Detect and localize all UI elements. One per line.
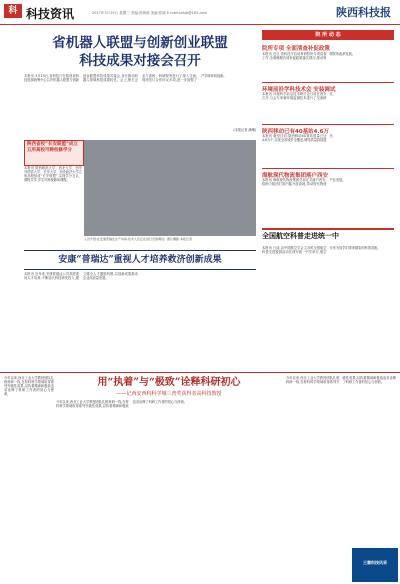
policy-item4-title: 海航现代物流集团落户西安 — [262, 168, 394, 179]
safety-headline: 安康“普瑞达”重视人才培养救济创新成果 — [58, 255, 222, 265]
section-marker-logo: 三秦科技风采 — [352, 548, 398, 582]
safety-headline-box — [24, 250, 256, 270]
feature-body: 今年以来,西北工业大学教授团队扎根科研一线,在材料科学领域取得系列突破性成果,以执着精神和极致追求诠释了科研工作者的初心与使命。 — [56, 400, 187, 408]
feature-right-body: 今年以来,西北工业大学教授团队扎根科研一线,在材料科学领域取得系列突破性成果,以执着精神和极致追求诠释了科研工作者的初心与使命。 — [286, 376, 396, 384]
feature-headline-box — [56, 376, 282, 398]
feature-divider — [0, 372, 400, 373]
robot-title-box — [24, 140, 84, 166]
aviation-body: 本报讯 日前,由中国航空学会主办的全国航空科普走进校园活动在西安统一中学举行,航空专家为同学们带来精彩的科普讲座。 — [262, 246, 381, 254]
lead-headline: 省机器人联盟与创新创业联盟 科技成果对接会召开 — [52, 35, 228, 69]
policy-item2-title: 环境前沿学科技术会 安装调试 — [262, 82, 394, 93]
aviation-title-box — [262, 228, 394, 244]
policy-item4-body: 本报讯 海航现代物流集团总部正式落户西安,将助力陕西打造内陆开放高地,带动现代物流产业发展。 — [262, 178, 346, 186]
policy-item1-title: 院所专项 全面清查补促政策 — [262, 46, 330, 52]
feature-headline: 用“执着”与“极致”诠释科研初心 — [97, 377, 241, 388]
newspaper-logo-icon: 科 — [4, 4, 22, 18]
robot-body: 本报讯 陕西师范大学、西北大学、西安外国语大学、长安大学、西北政法大学五所高校组成“长安联盟”,实现学分互认、课程共享,学生可跨校修读课程。 — [24, 166, 82, 182]
factory-photo — [84, 140, 256, 236]
sidebar-section-header: 院 所 动 态 — [262, 30, 394, 40]
lead-body: 本报讯 3月13日,省科技厅在陕西省科技资源统筹中心召开机器人联盟与创新创业联盟科技成果对接会,旨在推动机器人领域科技成果转化。会上,相关企业与高校、科研院所进行了深入交流,现场签订合作协议多项,进一步加强了产学研协同创新。 — [24, 74, 227, 82]
policy-item2-body: 本报讯 环境科学前沿技术研讨会日前在西安召开,与会专家就环境监测技术进行了交流研讨。 — [262, 92, 336, 100]
policy-item1-body: 本报讯 近日,省科技厅启动科研院所专项清查工作,全面梳理各项补促政策落实情况,推动科研院所改革发展。 — [262, 52, 355, 60]
policy-item3-body: 本报讯 截至目前,陕西移动4G基站数量已达4.6万个,实现全省城乡全覆盖,网络质量持续提升。 — [262, 134, 336, 142]
section-title: 科技资讯 — [26, 7, 75, 21]
lead-author: (本报记者 满琳) — [233, 128, 256, 132]
aviation-title: 全国航空科普走进统一中 — [262, 232, 339, 240]
photo-caption: 人员介绍:在安康普瑞达生产车间,技术人员正在进行设备调试。图片摄影:本报记者 — [84, 237, 192, 241]
feature-left-column: 今年以来,西北工业大学教授团队扎根科研一线,在材料科学领域取得系列突破性成果,以执着精神和极致追求诠释了科研工作者的初心与使命。 — [4, 376, 54, 396]
feature-subhead: ——记西安西科科学城三普奖获得者高科技教授 — [116, 391, 222, 397]
policy-item3-title: 陕西移动已有40基站4.6万 — [262, 124, 394, 135]
safety-body: 本报讯 近年来,安康普瑞达公司高度重视人才培养,不断加大科技研发投入,建立健全人才激励机制,以创新成果推动企业高质量发展。 — [24, 272, 138, 280]
robot-title: 陕西省校“长安联盟”成立 五所高校可跨校修学分 — [27, 142, 78, 153]
header-meta: 2017年3月15日 星期三 责编:祝海涛 美编:张晓 E-mail:sxkjb@163.com — [92, 11, 207, 15]
publication-name: 陕西科技报 — [336, 6, 391, 19]
